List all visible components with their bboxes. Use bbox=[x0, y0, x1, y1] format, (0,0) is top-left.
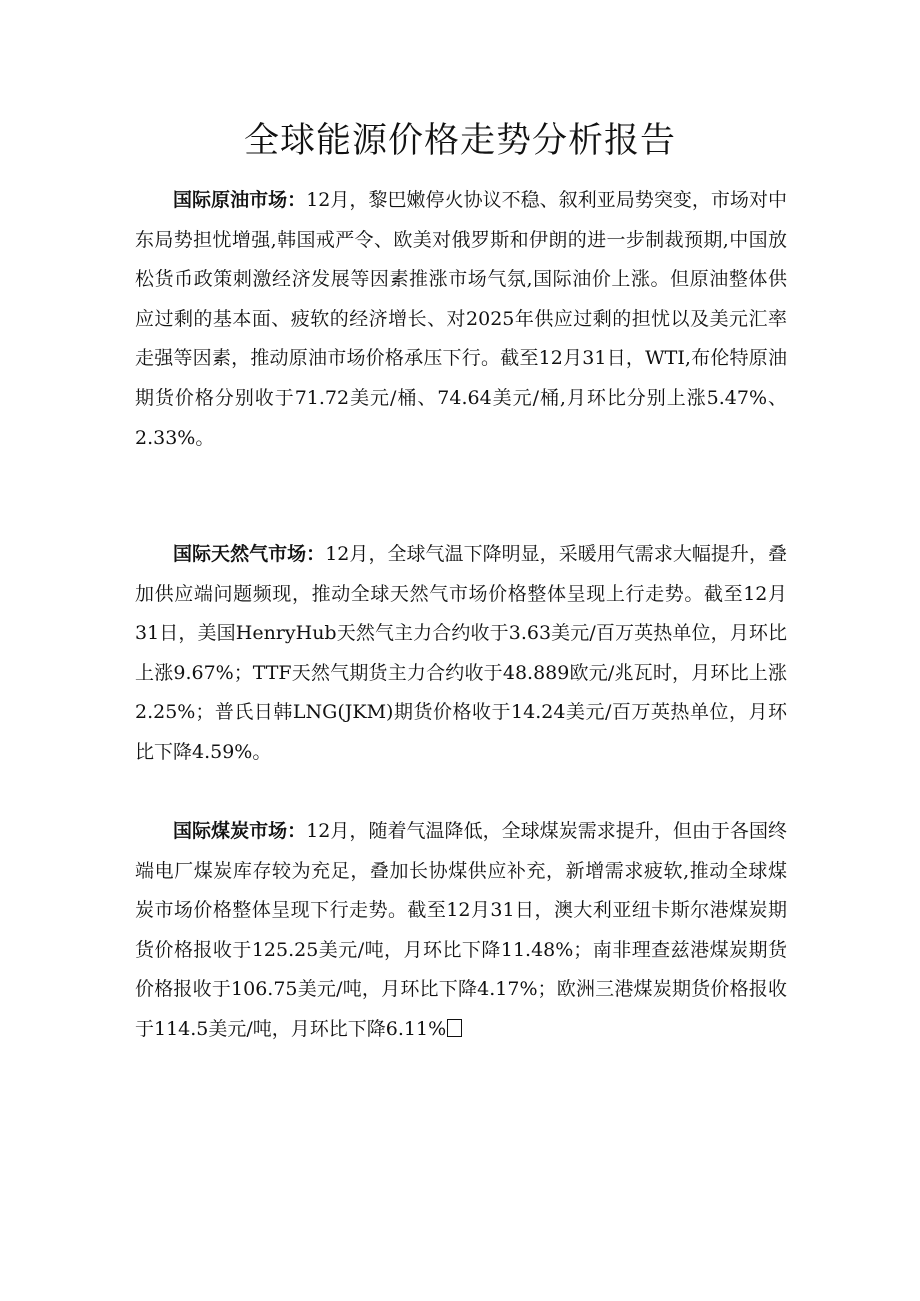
section-label-crude-oil: 国际原油市场： bbox=[173, 189, 307, 211]
section-natural-gas bbox=[135, 535, 787, 773]
document-title: 全球能源价格走势分析报告 bbox=[243, 121, 676, 161]
section-coal bbox=[135, 812, 787, 1050]
missing-glyph-box-icon bbox=[447, 1019, 462, 1037]
section-label-natural-gas: 国际天然气市场： bbox=[173, 543, 326, 565]
section-text-crude-oil: 12月，黎巴嫩停火协议不稳、叙利亚局势突变，市场对中东局势担忧增强,韩国戒严令、欧美对俄罗斯和伊朗的进一步制裁预期,中国放松货币政策刺激经济发展等因素推涨市场气氛,国际油价上涨。但原油整体供应过剩的基本面、疲软的经济增长、对2025年供应过剩的担忧以及美元汇率走强等因素，推动原油市场价格承压下行。截至12月31日，WTI,布伦特原油期货价格分别收于71.72美元/桶、74.64美元/桶,月环比分别上涨5.47%、2.33%。 bbox=[135, 189, 787, 449]
section-crude-oil bbox=[135, 181, 787, 458]
section-text-natural-gas: 12月，全球气温下降明显，采暖用气需求大幅提升，叠加供应端问题频现，推动全球天然气市场价格整体呈现上行走势。截至12月31日，美国HenryHub天然气主力合约收于3.63美元/百万英热单位，月环比上涨9.67%；TTF天然气期货主力合约收于48.889欧元/兆瓦时，月环比上涨2.25%；普氏日韩LNG(JKM)期货价格收于14.24美元/百万英热单位，月环比下降4.59%。 bbox=[135, 543, 787, 763]
section-label-coal: 国际煤炭市场： bbox=[173, 820, 307, 842]
section-text-coal: 12月，随着气温降低，全球煤炭需求提升，但由于各国终端电厂煤炭库存较为充足，叠加长协煤供应补充，新增需求疲软,推动全球煤炭市场价格整体呈现下行走势。截至12月31日，澳大利亚纽卡斯尔港煤炭期货价格报收于125.25美元/吨，月环比下降11.48%；南非理查兹港煤炭期货价格报收于106.75美元/吨，月环比下降4.17%；欧洲三港煤炭期货价格报收于114.5美元/吨，月环比下降6.11% bbox=[135, 820, 787, 1040]
